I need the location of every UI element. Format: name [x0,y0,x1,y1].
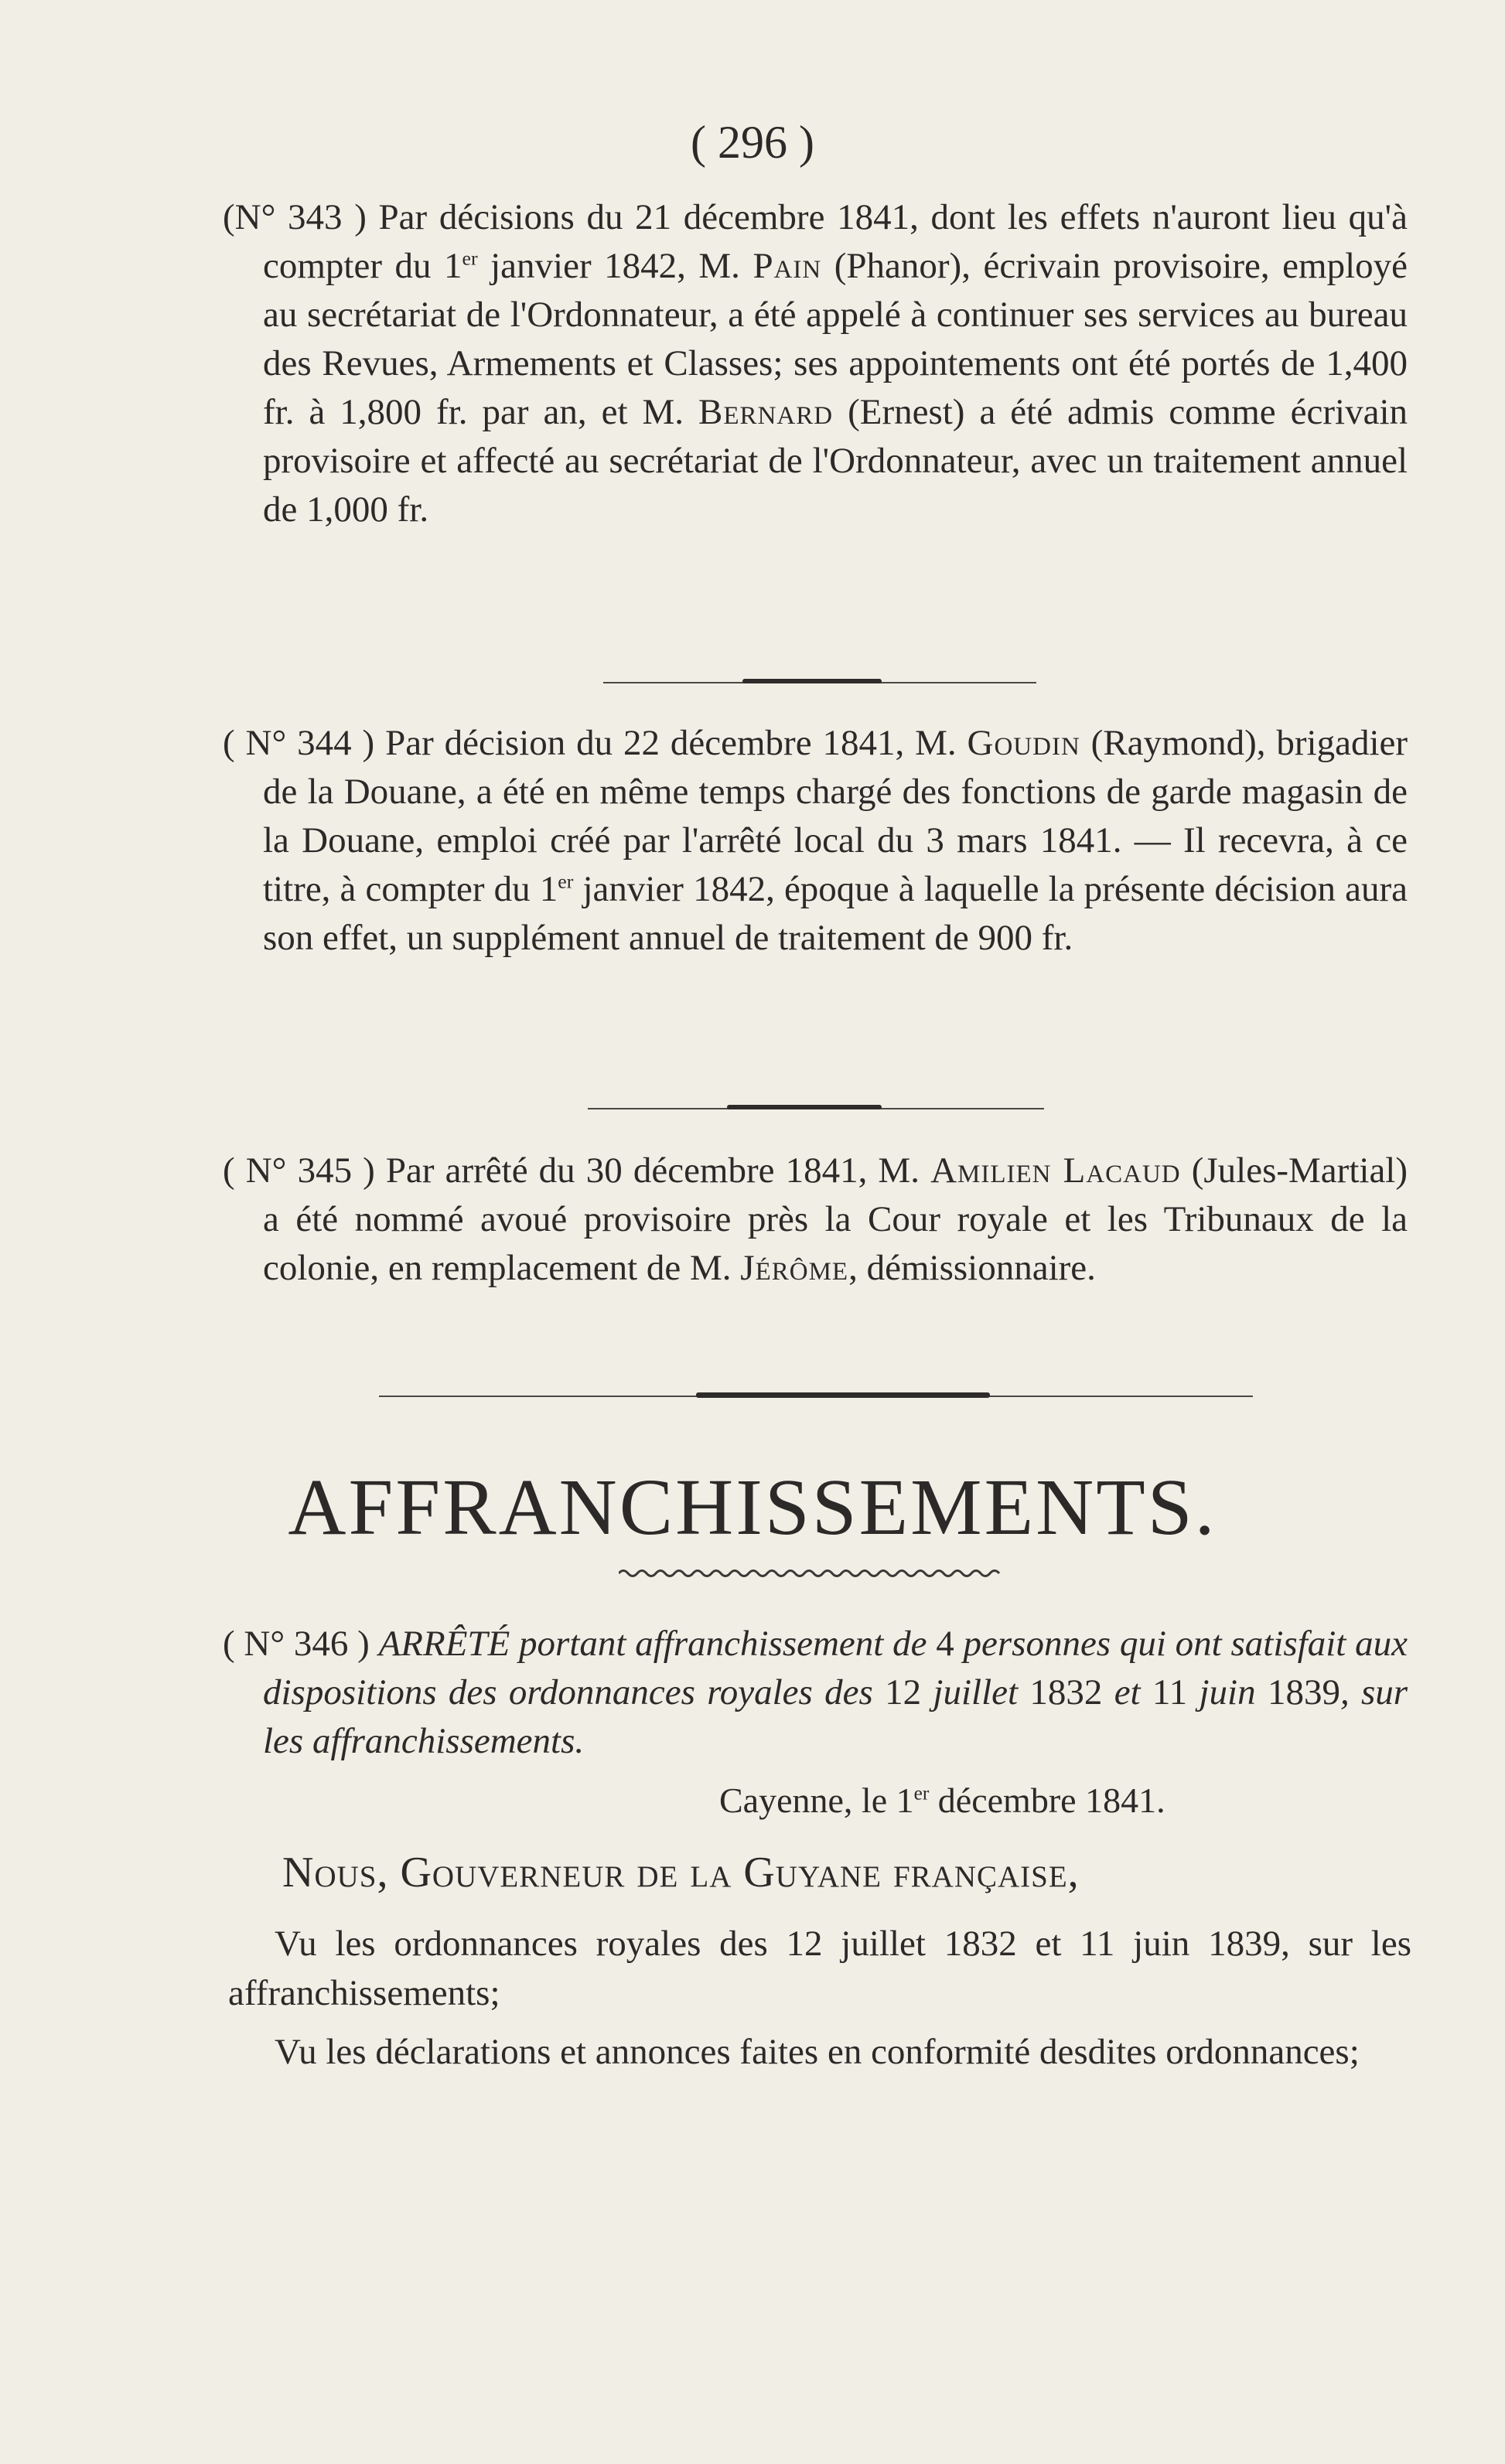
entry-text: janvier 1842, époque à laquelle la présente décision aura son effet, un supplément annuel de traitement de 900 fr. [263,869,1408,958]
section-title: AFFRANCHISSEMENTS. [288,1463,1217,1552]
superscript: er [558,870,574,893]
arrete-title: , sur les affranchissements. [263,1672,1408,1761]
separator-ornament [727,1105,882,1109]
entry-344 [223,719,1408,963]
vu-clause-2 [228,2027,1411,2077]
entry-number: (N° 343 ) [223,197,367,237]
conjunction: et [1114,1672,1141,1713]
entry-text: (Jules-Martial) a été nommé avoué provisoire près la Cour royale et les Tribunaux de la colonie, en remplacement de M. [263,1150,1408,1288]
superscript: er [462,247,478,270]
entry-345 [223,1147,1408,1293]
arrete-title: personnes qui ont satisfait aux dispositions des ordonnances royales des [263,1624,1408,1713]
date-part: 1832 [1029,1672,1103,1713]
date-part: 11 [1152,1672,1188,1713]
entry-number: ( N° 346 ) [223,1624,370,1664]
person-name: Goudin [967,723,1080,763]
entry-text: Par décisions du 21 décembre 1841, dont les effets n'auront lieu qu'à compter du 1 [263,197,1408,286]
entry-text: Par arrêté du 30 décembre 1841, M. [385,1150,920,1191]
person-name: Jérôme [740,1248,849,1288]
entry-number: ( N° 345 ) [223,1150,375,1191]
place-date-text: Cayenne, le 1 [719,1781,914,1820]
separator-ornament [742,679,882,683]
entry-text: (Phanor), écrivain provisoire, employé au secrétariat de l'Ordonnateur, a été appelé à continuer ses services au bureau des Revues, Armements et Classes; ses appointements ont été portés de 1,400 fr. à 1,800 fr. par an, et M. [263,246,1408,432]
vu-text: Vu les ordonnances royales des 12 juillet 1832 et 11 juin 1839, sur les affranchissements; [228,1924,1411,2013]
place-date [719,1780,1165,1821]
date-part: 12 [885,1672,922,1713]
arrete-title: ARRÊTÉ portant affranchissement de [378,1624,927,1664]
entry-number: ( N° 344 ) [223,723,375,763]
date-part: juillet [933,1672,1019,1713]
page-number: ( 296 ) [691,117,814,168]
place-date-text: décembre 1841. [937,1781,1165,1820]
entry-text: , démissionnaire. [848,1248,1096,1288]
governor-line: Nous, Gouverneur de la Guyane française, [282,1849,1080,1897]
vu-text: Vu les déclarations et annonces faites en conformité desdites ordonnances; [275,2032,1360,2072]
person-name: Pain [752,246,822,286]
entry-text: janvier 1842, M. [490,246,740,286]
person-name: Bernard [698,392,834,432]
count: 4 [936,1624,954,1664]
date-part: juin [1199,1672,1256,1713]
person-name: Amilien Lacaud [930,1150,1181,1191]
entry-343 [223,193,1408,534]
entry-text: Par décision du 22 décembre 1841, M. [385,723,957,763]
entry-346 [223,1620,1408,1766]
vu-clause-1 [228,1919,1411,2018]
wavy-ornament [619,1568,1005,1579]
date-part: 1839 [1267,1672,1340,1713]
superscript: er [913,1782,930,1805]
section-rule-ornament [696,1392,990,1398]
entry-text: (Ernest) a été admis comme écrivain provisoire et affecté au secrétariat de l'Ordonnateur, avec un traitement annuel de 1,000 fr. [263,392,1408,530]
entry-text: (Raymond), brigadier de la Douane, a été en même temps chargé des fonctions de garde magasin de la Douane, emploi créé par l'arrêté local du 3 mars 1841. — Il recevra, à ce titre, à compter du 1 [263,723,1408,909]
